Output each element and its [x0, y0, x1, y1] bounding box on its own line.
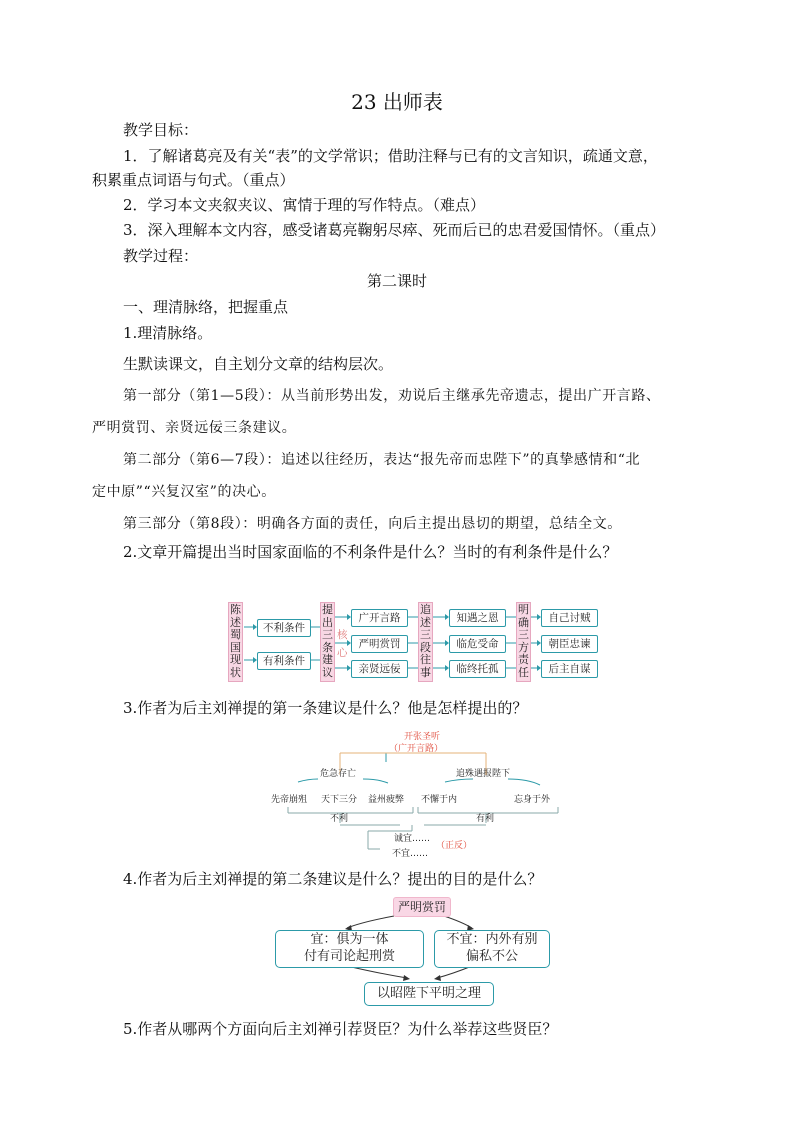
question-2: 2.文章开篇提出当时国家面临的不利条件是什么？当时的有利条件是什么？: [123, 543, 618, 561]
char: 出: [322, 615, 333, 629]
char: 述: [230, 615, 241, 629]
goal-line-3: 2．学习本文夹叙夹议、寓情于理的写作特点。（难点）: [123, 196, 486, 214]
char: 方: [518, 640, 529, 654]
part-2-line-1: 第二部分（第6—7段）：追述以往经历，表达“报先帝而忠陛下”的真挚感情和“北: [123, 452, 641, 468]
char: 建: [322, 653, 333, 666]
right-item-2: 忘身于外: [514, 795, 551, 805]
part-2-line-2: 定中原”“兴复汉室”的决心。: [92, 484, 276, 500]
section-heading-1: 一、理清脉络，把握重点: [123, 298, 289, 316]
char: 提: [322, 603, 333, 616]
box-open-speech: 广开言路: [351, 609, 408, 627]
column-1-label: [228, 602, 243, 682]
box-crisis: 临危受命: [449, 635, 506, 653]
char: 述: [420, 615, 431, 629]
char: 责: [518, 653, 529, 666]
part-1-line-2: 严明赏罚、亲贤远佞三条建议。: [92, 420, 297, 436]
instruction: 生默读课文，自主划分文章的结构层次。: [123, 355, 394, 373]
column-2-label: [320, 602, 335, 682]
column-3-label: [418, 602, 433, 682]
char: 三: [322, 628, 333, 641]
goal-line-2: 积累重点词语与句式。（重点）: [92, 171, 295, 189]
should-not-line-1: 不宜：内外有别: [446, 932, 538, 947]
process-heading: 教学过程：: [123, 247, 199, 265]
question-5: 5.作者从哪两个方面向后主刘禅引荐贤臣？为什么举荐这些贤臣？: [123, 1020, 558, 1038]
goals-heading: 教学目标：: [123, 121, 199, 139]
char: 三: [518, 628, 529, 641]
char: 任: [518, 665, 529, 679]
char: 议: [322, 665, 333, 679]
left-head: 危急存亡: [320, 769, 357, 779]
left-item-2: 天下三分: [321, 795, 358, 805]
char: 条: [322, 640, 333, 654]
char: 追: [420, 603, 431, 616]
column-4-label: [516, 602, 531, 682]
goal-line-1: 1．了解诸葛亮及有关“表”的文学常识；借助注释与已有的文言知识，疏通文意，: [123, 147, 658, 165]
right-item-1: 不懈于内: [421, 795, 458, 805]
char: 陈: [230, 603, 241, 616]
lesson-label: 第二课时: [366, 272, 427, 290]
left-item-3: 益州疲弊: [368, 795, 405, 805]
should-not-line-2: 偏私不公: [465, 949, 518, 964]
goal-line-4: 3．深入理解本文内容，感受诸葛亮鞠躬尽瘁、死而后已的忠君爱国情怀。（重点）: [123, 221, 666, 239]
approach-line-1: 诚宜……: [394, 834, 431, 844]
should-line-1: 宜：俱为一体: [310, 932, 389, 947]
char: 国: [230, 640, 241, 654]
title-text: 23 出师表: [351, 90, 443, 114]
core-label-2: 心: [337, 647, 348, 659]
char: 蜀: [230, 628, 241, 641]
question-4: 4.作者为后主刘禅提的第二条建议是什么？提出的目的是什么？: [123, 870, 543, 888]
box-ministers: 朝臣忠谏: [541, 635, 598, 653]
box-favorable: 有利条件: [257, 652, 311, 670]
question-3: 3.作者为后主刘禅提的第一条建议是什么？他是怎样提出的？: [123, 699, 528, 717]
box-lord: 后主自谋: [541, 660, 598, 678]
purpose-box: 以昭陛下平明之理: [364, 982, 494, 1006]
top-sub-label: （广开言路）: [389, 744, 444, 754]
core-label-1: 核: [337, 629, 348, 641]
part-1-line-1: 第一部分（第1—5段）：从当前形势出发，劝说后主继承先帝遗志，提出广开言路、: [123, 388, 661, 404]
char: 确: [518, 615, 529, 629]
char: 三: [420, 628, 431, 641]
box-grace: 知遇之恩: [449, 609, 506, 627]
approach-tag: （正反）: [436, 841, 473, 851]
right-head: 追殊遇报陛下: [456, 769, 511, 779]
box-unfavorable: 不利条件: [257, 619, 311, 637]
right-label: 有利: [476, 814, 495, 824]
top-label: 开张圣听: [404, 732, 441, 742]
part-3: 第三部分（第8段）：明确各方面的责任，向后主提出恳切的期望，总结全文。: [123, 516, 622, 532]
char: 明: [518, 603, 529, 616]
should-box: [275, 930, 424, 968]
first-suggestion-diagram: [268, 727, 584, 859]
should-line-2: 付有司论起刑赏: [303, 949, 395, 964]
char: 现: [230, 653, 241, 666]
left-item-1: 先帝崩殂: [271, 795, 308, 805]
box-close-virtuous: 亲贤远佞: [351, 660, 408, 678]
char: 段: [420, 640, 431, 654]
approach-line-2: 不宜……: [392, 849, 429, 859]
char: 事: [420, 665, 431, 679]
char: 往: [420, 653, 431, 666]
should-not-box: [434, 930, 550, 968]
left-label: 不利: [330, 814, 349, 824]
box-self: 自己讨贼: [541, 609, 598, 627]
structure-diagram: [228, 600, 598, 686]
item-1: 1.理清脉络。: [123, 324, 213, 342]
box-strict-reward: 严明赏罚: [351, 635, 408, 653]
char: 状: [230, 665, 241, 679]
second-suggestion-diagram: [272, 896, 552, 1012]
page-title: [0, 86, 794, 115]
strict-reward-label: 严明赏罚: [393, 897, 451, 917]
box-entrust: 临终托孤: [449, 660, 506, 678]
